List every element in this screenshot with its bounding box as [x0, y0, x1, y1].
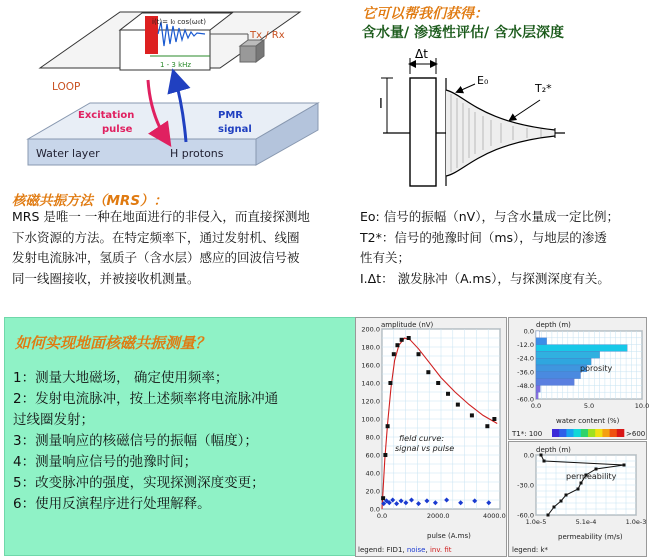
amp-signal-point — [456, 403, 460, 407]
amp-ytick: 80.0 — [365, 433, 380, 442]
perm-xtick: 1.0e-5 — [525, 518, 547, 526]
perm-ytick: -60.0 — [517, 511, 534, 520]
por-ytick: -60.0 — [517, 395, 534, 404]
por-depth-label: depth (m) — [536, 321, 571, 329]
amp-annotation-1: field curve: — [399, 434, 445, 443]
i-label: I — [379, 97, 383, 112]
por-t1-prefix: T1*: 100 — [512, 430, 543, 438]
step-item: 3：测量响应的核磁信号的振幅（幅度）； — [13, 433, 258, 449]
amp-xtick: 0.0 — [376, 512, 388, 520]
amp-signal-point — [381, 496, 385, 500]
amp-ytick: 60.0 — [365, 451, 380, 460]
perm-point — [553, 506, 556, 509]
amp-xlabel: pulse (A.ms) — [427, 532, 471, 540]
colorbar-segment — [574, 429, 582, 437]
step-item: 2：发射电流脉冲，按上述频率将电流脉冲通 — [13, 391, 279, 407]
colorbar-segment — [566, 429, 574, 437]
step-item: 5：改变脉冲的强度，实现探测深度变更； — [13, 475, 265, 491]
porosity-bar — [536, 379, 574, 386]
perm-point — [547, 514, 550, 517]
amp-legend-prefix: legend: FID1, — [358, 546, 407, 554]
steps-panel — [4, 317, 356, 556]
steps-list — [13, 368, 351, 515]
perm-xlabel: permeability (m/s) — [558, 533, 623, 541]
perm-xtick: 5.1e-4 — [575, 518, 597, 526]
txrx-label: Tx / Rx — [250, 30, 285, 41]
porosity-bar — [536, 351, 600, 358]
amp-signal-point — [492, 417, 496, 421]
amp-signal-point — [388, 381, 392, 385]
amp-legend — [358, 546, 452, 554]
t1-colorbar — [552, 429, 624, 437]
colorbar-segment — [588, 429, 596, 437]
perm-xtick: 1.0e-3 — [625, 518, 647, 526]
porosity-bar — [536, 338, 547, 345]
por-ytick: -48.0 — [517, 381, 534, 390]
por-xtick: 10.0 — [634, 402, 649, 410]
amp-ytick: 100.0 — [361, 415, 380, 424]
obtain-subtitle: 含水量/ 渗透性评估/ 含水层深度 — [362, 25, 564, 41]
e0-label: E₀ — [477, 74, 489, 87]
formula: i(t)= I₀ cos(ω₀t) — [152, 18, 206, 26]
freq-label: 1 - 3 kHz — [160, 61, 192, 69]
dt-label: Δt — [415, 47, 428, 61]
perm-point — [580, 482, 583, 485]
step-item: 1：测量大地磁场， 确定使用频率； — [13, 370, 229, 386]
amp-ytick: 140.0 — [361, 379, 380, 388]
amp-legend-fit: inv. fit — [429, 546, 452, 554]
colorbar-segment — [581, 429, 589, 437]
perm-depth-label: depth (m) — [536, 446, 571, 454]
perm-point — [595, 468, 598, 471]
obtain-title: 它可以帮我们获得： — [362, 6, 488, 22]
loop-label: LOOP — [52, 81, 81, 93]
porosity-bar — [536, 385, 540, 392]
mrs-line: 下水资源的方法。在特定频率下，通过发射机、线圈 — [12, 229, 300, 245]
param-description — [360, 207, 645, 289]
water-label: Water layer — [36, 147, 100, 160]
signal-label: signal — [218, 124, 252, 135]
mrs-heading: 核磁共振方法（MRS）： — [12, 193, 168, 209]
colorbar-segment — [617, 429, 625, 437]
por-ytick: -24.0 — [517, 354, 534, 363]
permeability-chart — [508, 441, 647, 559]
perm-point — [560, 500, 563, 503]
param-line-t2: T2*：信号的弛豫时间（ms），与地层的渗透 — [360, 229, 607, 245]
por-t1-suffix: >600 — [626, 430, 646, 438]
amp-ytick: 40.0 — [365, 469, 380, 478]
amp-ylabel: amplitude (nV) — [381, 321, 434, 329]
amp-legend-noise: noise — [406, 546, 426, 554]
mrs-line: 发射电流脉冲，氢质子（含水层）感应的回波信号被 — [12, 250, 300, 265]
pmr-label: PMR — [218, 110, 243, 121]
t2-label: T₂* — [535, 82, 552, 95]
pulse-label: pulse — [102, 124, 133, 135]
amp-legend-sep: , — [425, 546, 430, 554]
step-item: 过线圈发射； — [13, 412, 94, 428]
step-item: 6：使用反演程序进行处理解释。 — [13, 496, 211, 512]
perm-label: permeability — [566, 472, 617, 481]
amp-xtick: 4000.0 — [483, 512, 506, 520]
amp-signal-point — [407, 336, 411, 340]
amp-signal-point — [386, 424, 390, 428]
amp-ytick: 20.0 — [365, 487, 380, 496]
amp-xtick: 2000.0 — [426, 512, 450, 520]
amp-ytick: 160.0 — [361, 361, 380, 370]
colorbar-segment — [610, 429, 618, 437]
perm-point — [623, 464, 626, 467]
amp-signal-point — [485, 424, 489, 428]
porosity-bar — [536, 345, 627, 352]
perm-legend: legend: k* — [512, 546, 549, 554]
pulse-rect — [410, 78, 436, 186]
por-ytick: -36.0 — [517, 368, 534, 377]
colorbar-segment — [552, 429, 560, 437]
perm-point — [543, 460, 546, 463]
amp-signal-point — [400, 338, 404, 342]
por-ytick: -12.0 — [517, 341, 534, 350]
amp-ytick: 0.0 — [369, 505, 380, 514]
perm-ytick: 0.0 — [523, 451, 534, 460]
param-line-t2-cont: 性有关； — [360, 250, 411, 265]
perm-point — [565, 494, 568, 497]
amp-signal-point — [392, 352, 396, 356]
perm-point — [577, 488, 580, 491]
porosity-bar — [536, 392, 538, 399]
colorbar-segment — [595, 429, 603, 437]
steps-title: 如何实现地面核磁共振测量？ — [15, 334, 211, 352]
colorbar-segment — [602, 429, 610, 437]
mrs-description — [12, 207, 352, 289]
param-line-e0: Eo: 信号的振幅（nV），与含水量成一定比例； — [360, 209, 619, 224]
decay-diagram — [365, 40, 649, 200]
perm-ytick: -30.0 — [517, 481, 534, 490]
amp-grid — [382, 329, 500, 509]
amp-ytick: 180.0 — [361, 343, 380, 352]
por-xtick: 0.0 — [530, 402, 542, 410]
amp-annotation-2: signal vs pulse — [395, 444, 455, 453]
excitation-label: Excitation — [78, 110, 135, 121]
amp-ytick: 200.0 — [361, 325, 380, 334]
porosity-chart — [508, 317, 647, 440]
amp-signal-point — [417, 352, 421, 356]
amp-ytick: 120.0 — [361, 397, 380, 406]
decay-fill — [446, 90, 555, 176]
amp-signal-point — [470, 413, 474, 417]
protons-label: H protons — [170, 147, 224, 160]
por-xtick: 5.0 — [583, 402, 595, 410]
amplitude-chart — [355, 317, 505, 557]
mrs-principle-diagram — [0, 0, 345, 180]
param-line-idt: I.Δt： 激发脉冲（A.ms），与探测深度有关。 — [360, 270, 610, 286]
colorbar-segment — [559, 429, 567, 437]
por-ytick: 0.0 — [523, 327, 534, 336]
porosity-bar — [536, 372, 581, 379]
amp-signal-point — [446, 392, 450, 396]
por-label: porosity — [580, 364, 613, 373]
step-item: 4：测量响应信号的弛豫时间； — [13, 454, 198, 470]
mrs-line: MRS 是唯一 一种在地面进行的非侵入，而直接探测地 — [12, 209, 310, 224]
amp-signal-point — [395, 343, 399, 347]
amp-signal-point — [383, 453, 387, 457]
porosity-bar — [536, 331, 539, 338]
perm-point — [540, 454, 543, 457]
amp-signal-point — [436, 381, 440, 385]
mrs-line: 同一线圈接收，并被接收机测量。 — [12, 270, 200, 286]
por-xlabel: water content (%) — [556, 417, 620, 425]
amp-signal-point — [426, 370, 430, 374]
